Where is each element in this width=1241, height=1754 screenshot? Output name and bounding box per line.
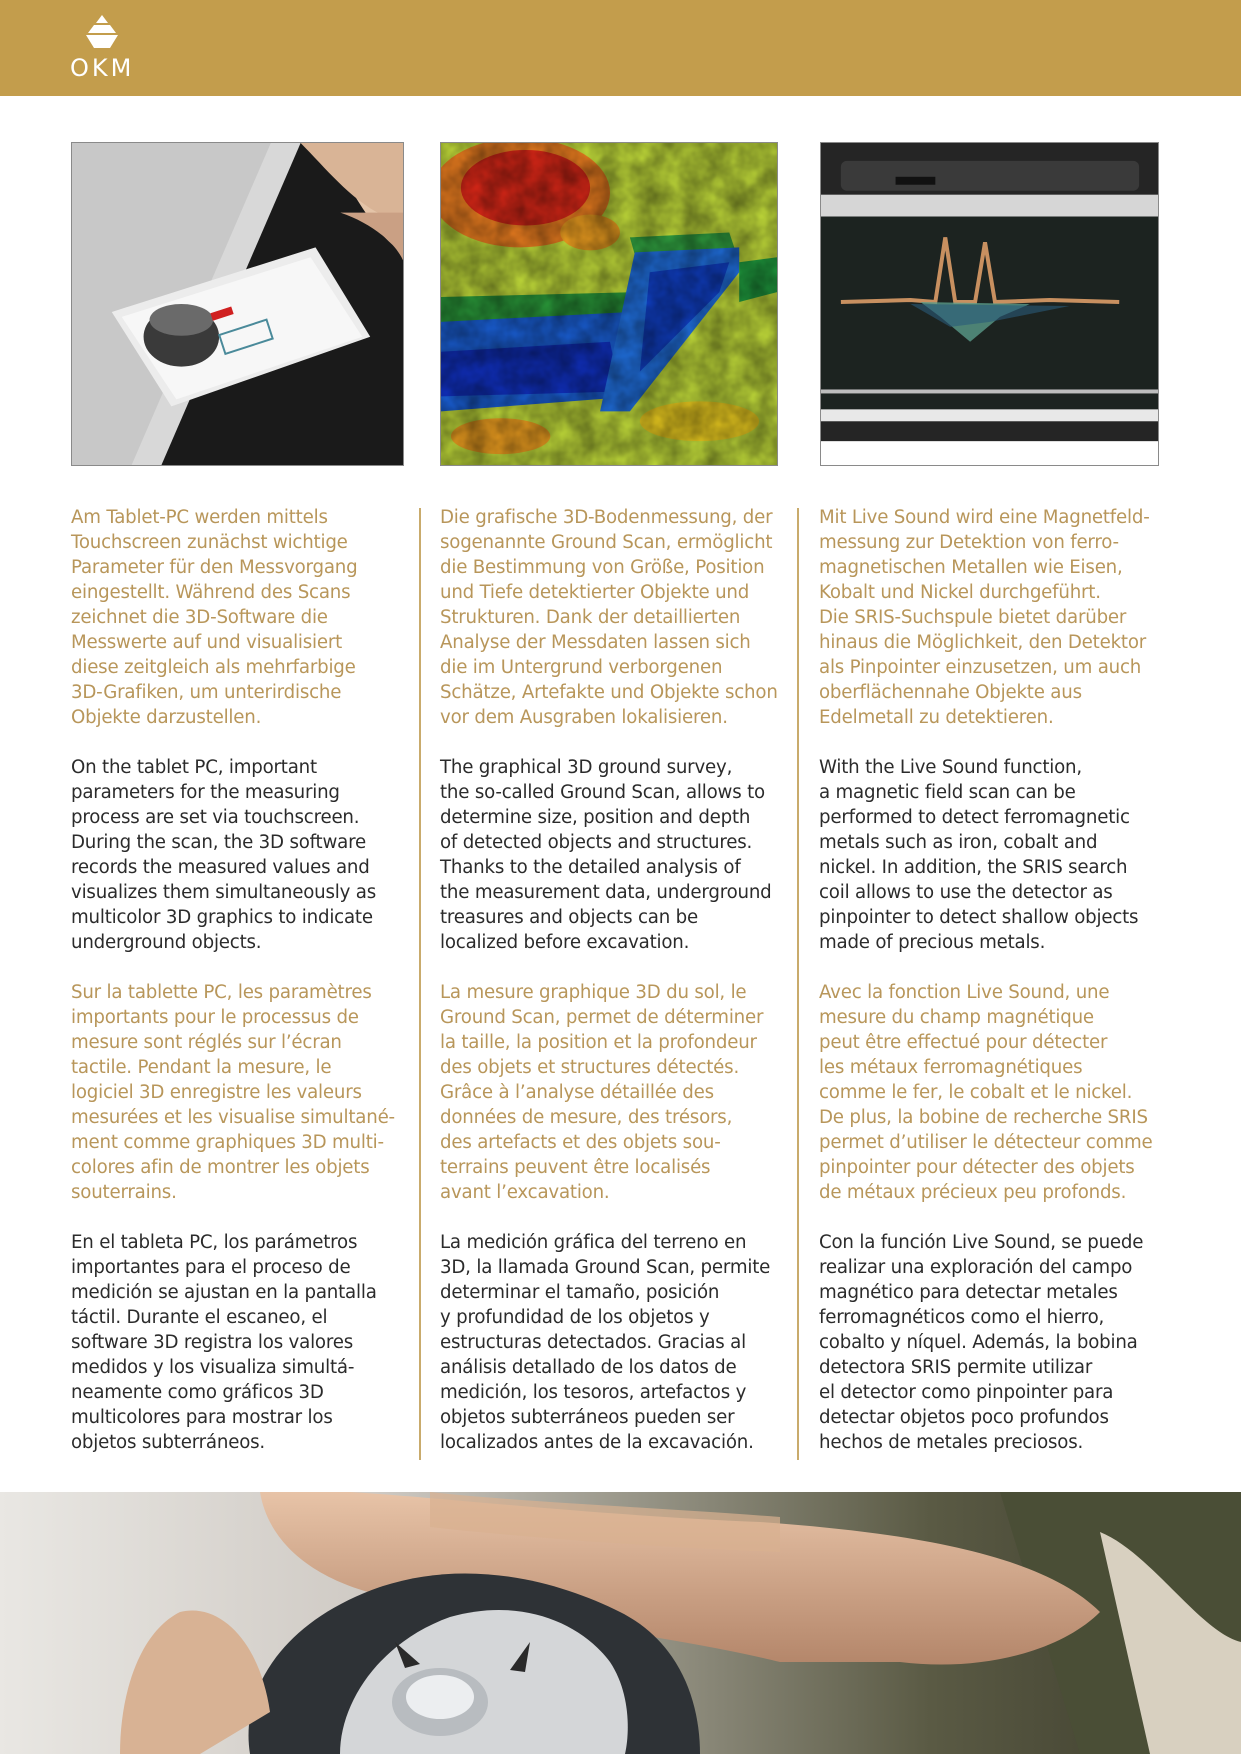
- column-live-sound: [819, 505, 1199, 1480]
- paragraph-english: With the Live Sound function, a magnetic field scan can be performed to detect ferromagnetic metals such as iron, cobalt and nickel. In addition, the SRIS search coil allows to use the detector as pinpointer to detect shallow objects made of precious metals.: [819, 757, 1139, 953]
- paragraph-english: On the tablet PC, important parameters for the measuring process are set via touchscreen. During the scan, the 3D software records the measured values and visualizes them simultaneously as multicolor 3D graphics to indicate underground objects.: [71, 757, 376, 953]
- okm-diamond-logo-icon: [70, 14, 134, 54]
- tablet-touchscreen-photo: [71, 142, 404, 466]
- paragraph-spanish: Con la función Live Sound, se puede realizar una exploración del campo magnético para detectar metales ferromagnéticos como el hierro, cobalto y níquel. Además, la bobina detectora SRIS permite utilizar el detector como pinpointer para detectar objetos poco profundos hechos de metales preciosos.: [819, 1232, 1144, 1453]
- paragraph-spanish: La medición gráfica del terreno en 3D, la llamada Ground Scan, permite determinar el tamaño, posición y profundidad de los objetos y estructuras detectados. Gracias al análisis detallado de los datos de medición, los tesoros, artefactos y objetos subterráneos pueden ser localizados antes de la excavación.: [440, 1232, 771, 1453]
- paragraph-english: The graphical 3D ground survey, the so-called Ground Scan, allows to determine size, position and depth of detected objects and structures. Thanks to the detailed analysis of the measurement data, underground treasures and objects can be localized before excavation.: [440, 757, 772, 953]
- detector-handle-photo: [0, 1492, 1241, 1754]
- okm-logo: [70, 14, 134, 84]
- column-divider: [419, 508, 421, 1460]
- live-sound-tablet-photo: [820, 142, 1159, 466]
- paragraph-spanish: En el tableta PC, los parámetros importantes para el proceso de medición se ajustan en la pantalla táctil. Durante el escaneo, el software 3D registra los valores medidos y los visualiza simultá- neamente como gráficos 3D multicolores para mostrar los objetos subterráneos.: [71, 1232, 377, 1453]
- paragraph-french: Avec la fonction Live Sound, une mesure du champ magnétique peut être effectué pour détecter les métaux ferromagnétiques comme le fer, le cobalt et le nickel. De plus, la bobine de recherche SRIS permet d’utiliser le détecteur comme pinpointer pour détecter des objets de métaux précieux peu profonds.: [819, 982, 1153, 1203]
- logo-text: OKM: [70, 54, 135, 82]
- column-tablet-pc: [71, 505, 451, 1480]
- column-divider: [797, 508, 799, 1460]
- ground-scan-heatmap: [440, 142, 778, 466]
- paragraph-french: La mesure graphique 3D du sol, le Ground Scan, permet de déterminer la taille, la position et la profondeur des objets et structures détectés. Grâce à l’analyse détaillée des données de mesure, des trésors, des artefacts et des objets sou- terrains peuvent être localisés avant l’excavation.: [440, 982, 764, 1203]
- paragraph-french: Sur la tablette PC, les paramètres importants pour le processus de mesure sont réglés sur l’écran tactile. Pendant la mesure, le logiciel 3D enregistre les valeurs mesurées et les visualise simultané- ment comme graphiques 3D multi- colores afin de montrer les objets souterrains.: [71, 982, 395, 1203]
- paragraph-german: Mit Live Sound wird eine Magnetfeld- messung zur Detektion von ferro- magnetischen Metallen wie Eisen, Kobalt und Nickel durchgeführt. Die SRIS-Suchspule bietet darüber hinaus die Möglichkeit, den Detektor als Pinpointer einzusetzen, um auch oberflächennahe Objekte aus Edelmetall zu detektieren.: [819, 507, 1150, 728]
- header-bar: [0, 0, 1241, 96]
- paragraph-german: Die grafische 3D-Bodenmessung, der sogenannte Ground Scan, ermöglicht die Bestimmung von Größe, Position und Tiefe detektierter Objekte und Strukturen. Dank der detaillierten Analyse der Messdaten lassen sich die im Untergrund verborgenen Schätze, Artefakte und Objekte schon vor dem Ausgraben lokalisieren.: [440, 507, 778, 728]
- column-ground-scan: [440, 505, 820, 1480]
- paragraph-german: Am Tablet-PC werden mittels Touchscreen zunächst wichtige Parameter für den Messvorgang eingestellt. Während des Scans zeichnet die 3D-Software die Messwerte auf und visualisiert diese zeitgleich als mehrfarbige 3D-Grafiken, um unterirdische Objekte darzustellen.: [71, 507, 358, 728]
